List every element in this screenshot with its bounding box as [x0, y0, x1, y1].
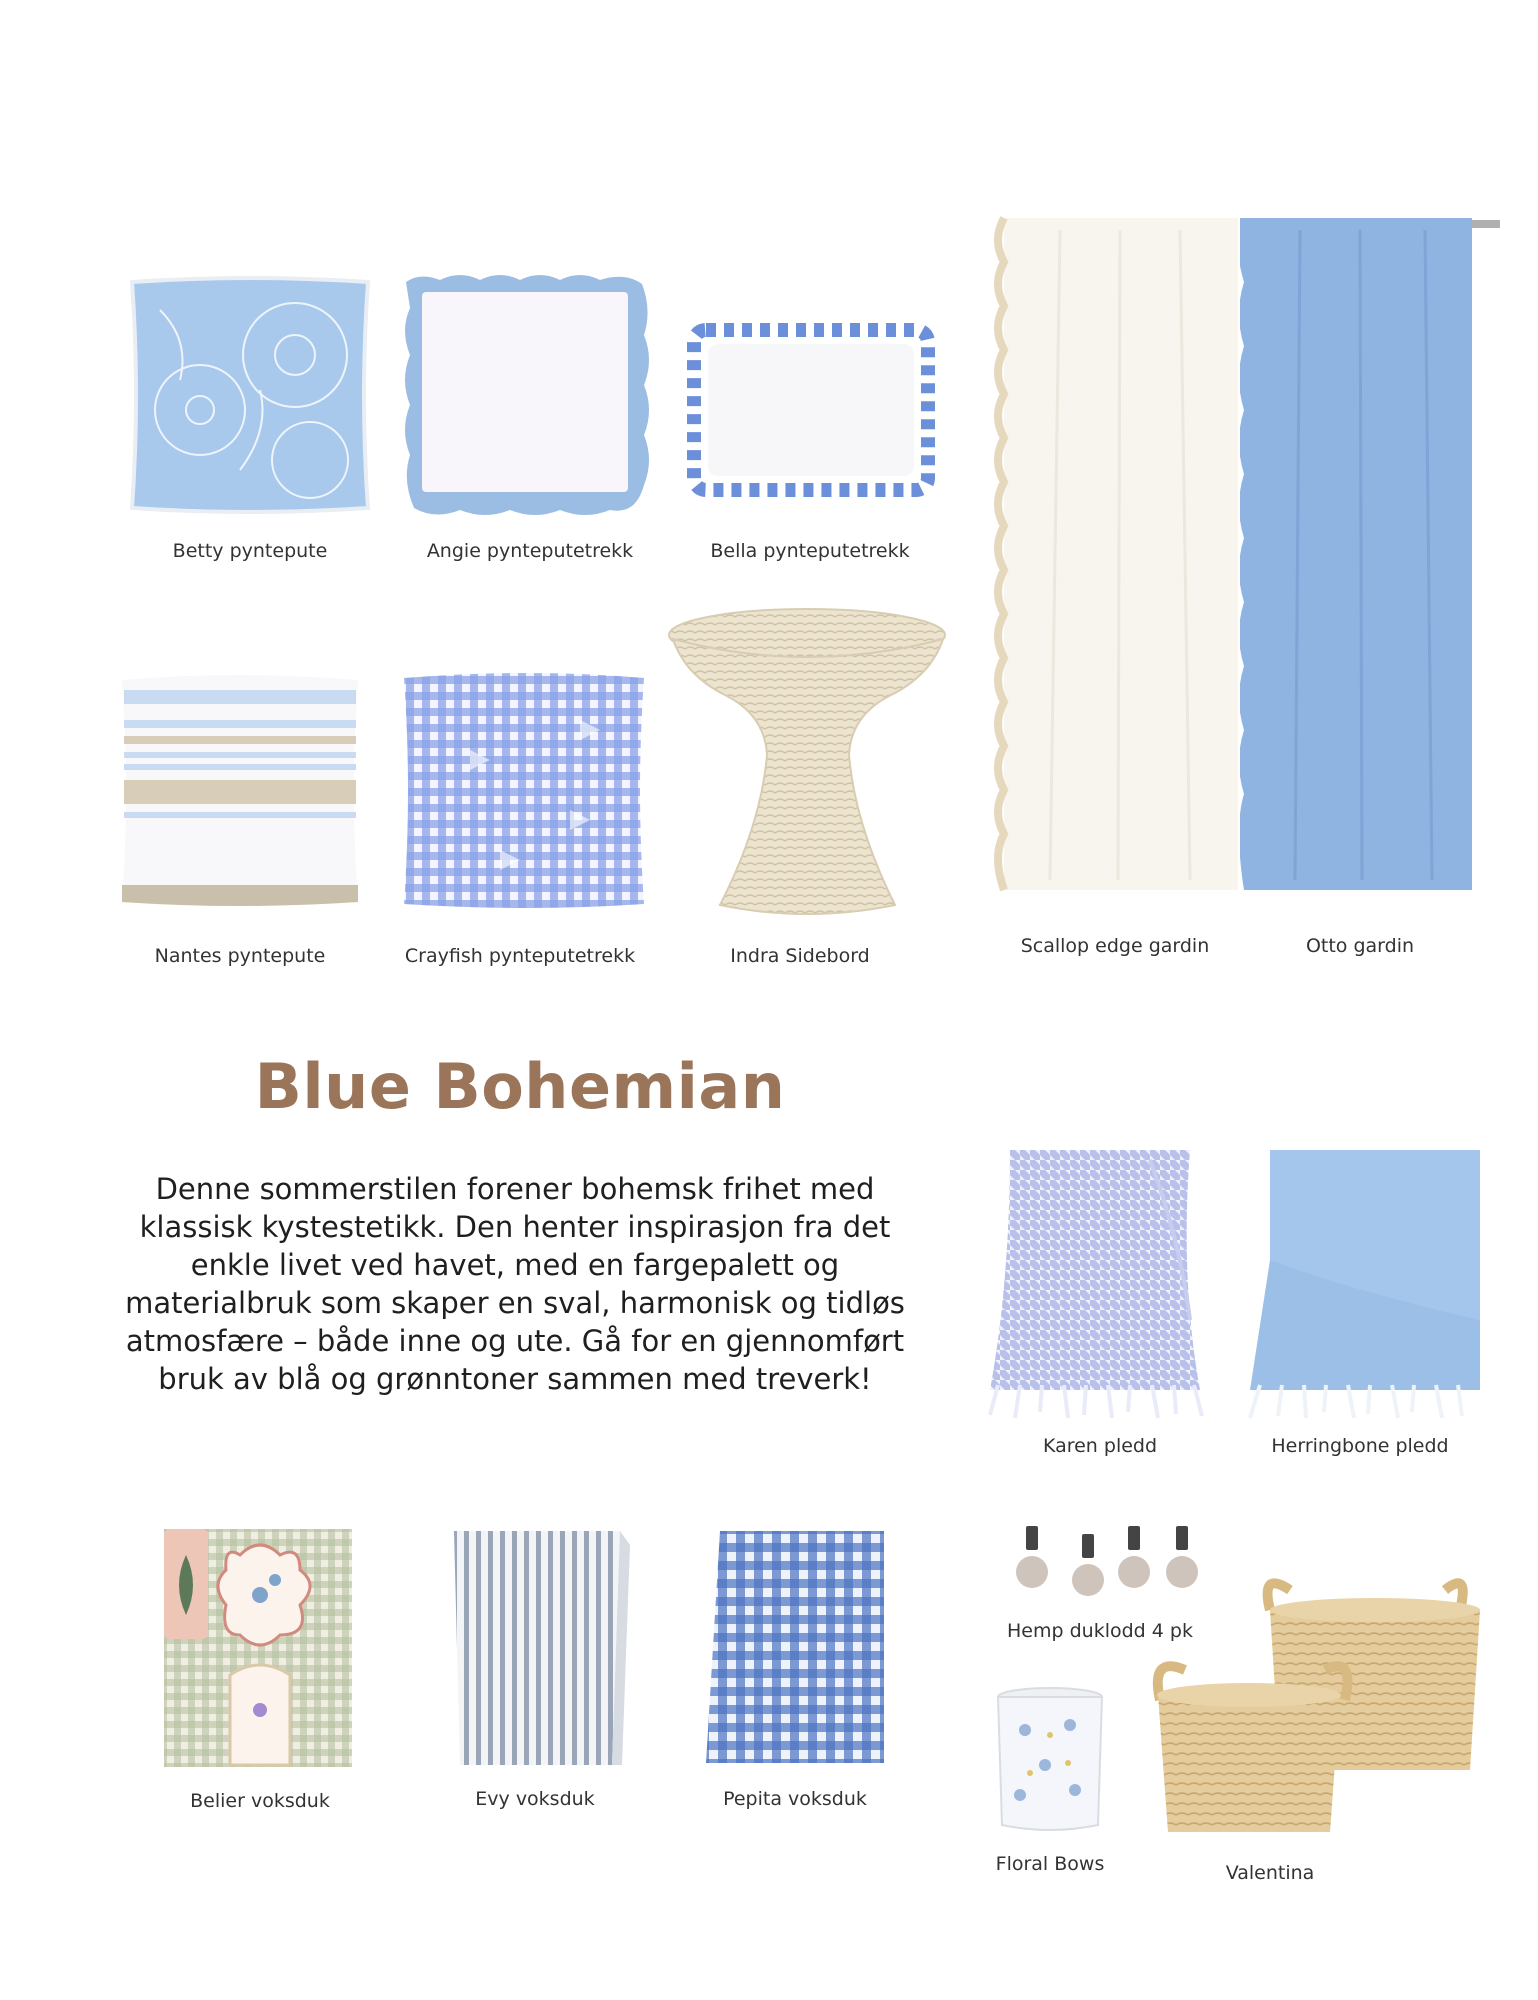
pepita-label: Pepita voksduk: [723, 1788, 867, 1810]
bella-label: Bella pynteputetrekk: [710, 540, 910, 562]
valentina-label: Valentina: [1225, 1862, 1315, 1884]
otto-curtain-image: [1240, 210, 1500, 900]
betty-label: Betty pyntepute: [172, 540, 328, 562]
hemp-label: Hemp duklodd 4 pk: [1007, 1620, 1193, 1642]
floral-bows-candle-image: [990, 1685, 1120, 1835]
product-indra[interactable]: [665, 605, 950, 980]
product-belier-oilcloth[interactable]: [160, 1525, 360, 1825]
karen-throw-image: [980, 1140, 1220, 1420]
product-scallop-curtain[interactable]: [990, 210, 1240, 970]
otto-label: Otto gardin: [1305, 935, 1415, 957]
evy-label: Evy voksduk: [475, 1788, 595, 1810]
product-pepita-oilcloth[interactable]: [700, 1525, 890, 1825]
product-evy-oilcloth[interactable]: [440, 1525, 630, 1825]
betty-cushion-image: [120, 270, 380, 520]
indra-side-table-image: [665, 605, 950, 925]
product-betty[interactable]: [120, 270, 380, 570]
scallop-curtain-image: [990, 210, 1240, 900]
product-floral-bows[interactable]: [990, 1685, 1120, 1885]
section-description: Denne sommerstilen forener bohemsk frihet med klassisk kystestetikk. Den henter inspirasjon fra det enkle livet ved havet, med en fargepalett og materialbruk som skaper en sval, harmonisk og tidløs atmosfære – både inne og ute. Gå for en gjennomført bruk av blå og grønntoner sammen med treverk!: [125, 1172, 905, 1396]
product-nantes[interactable]: [110, 660, 370, 980]
crayfish-label: Crayfish pynteputetrekk: [404, 945, 636, 967]
angie-label: Angie pynteputetrekk: [426, 540, 634, 562]
evy-oilcloth-image: [440, 1525, 630, 1775]
section-title: Blue Bohemian: [254, 1050, 786, 1123]
valentina-baskets-image: [1140, 1570, 1500, 1840]
bella-cushion-image: [680, 270, 940, 520]
product-bella[interactable]: [680, 270, 940, 570]
product-karen-throw[interactable]: [980, 1140, 1220, 1470]
product-angie[interactable]: [400, 270, 660, 570]
angie-cushion-image: [400, 270, 660, 520]
belier-oilcloth-image: [160, 1525, 360, 1775]
nantes-cushion-image: [110, 660, 370, 920]
karen-label: Karen pledd: [1042, 1435, 1158, 1457]
product-otto-curtain[interactable]: [1240, 210, 1500, 970]
crayfish-cushion-image: [390, 660, 670, 920]
indra-label: Indra Sidebord: [730, 945, 870, 967]
floral-bows-label: Floral Bows: [995, 1853, 1105, 1875]
nantes-label: Nantes pyntepute: [154, 945, 326, 967]
belier-label: Belier voksduk: [190, 1790, 330, 1812]
product-herringbone-throw[interactable]: [1230, 1140, 1490, 1470]
herringbone-label: Herringbone pledd: [1271, 1435, 1449, 1457]
pepita-oilcloth-image: [700, 1525, 890, 1775]
product-crayfish[interactable]: [390, 660, 670, 980]
herringbone-throw-image: [1230, 1140, 1490, 1420]
product-valentina-baskets[interactable]: [1140, 1570, 1500, 1890]
scallop-label: Scallop edge gardin: [1020, 935, 1210, 957]
